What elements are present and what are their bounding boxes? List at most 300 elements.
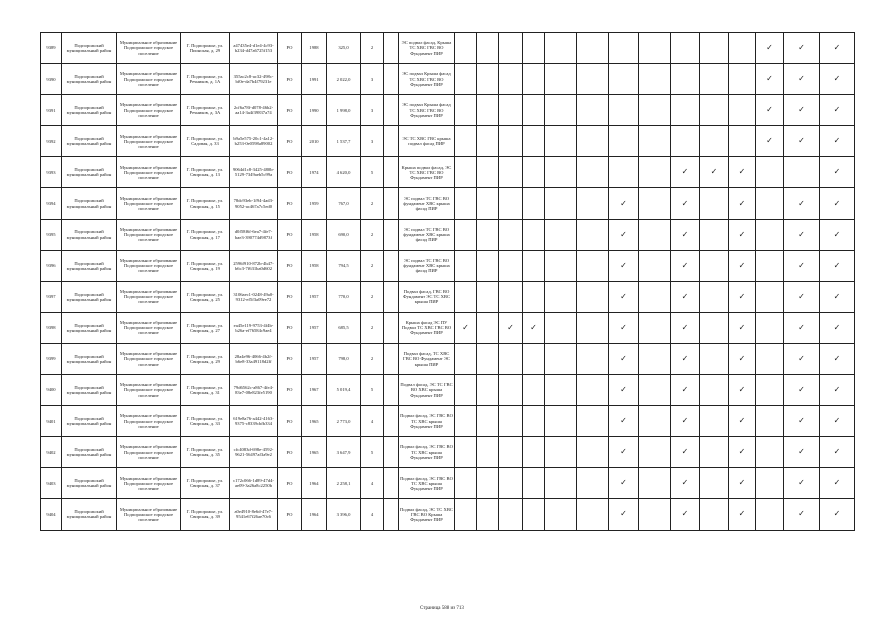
checkmark-icon: ✓ [833,509,841,519]
ownership-cell: РО [278,95,302,126]
empty-cell [384,188,399,219]
works-list-cell: ЭС подвал ТС ГВС ВО фундамент ХВС крыша фасад ПИР [399,219,455,250]
guid-cell: cfc4083d-698e-4592-9621-56497af3a9e2 [230,437,278,468]
area-cell: 2 258,1 [327,468,361,499]
work-type-check-cell [729,126,756,157]
work-type-check-cell [671,126,700,157]
work-type-check-cell [756,157,784,188]
checkmark-icon: ✓ [833,353,841,363]
work-type-check-cell [609,219,639,250]
work-type-check-cell [820,219,855,250]
row-number-cell: 9404 [41,499,62,530]
work-type-check-cell [756,33,784,64]
work-type-check-cell [639,126,671,157]
work-type-check-cell [700,95,729,126]
work-type-check-cell [577,406,609,437]
work-type-check-cell [577,157,609,188]
work-type-check-cell [523,188,545,219]
address-cell: Г. Подпорожье, ул. Свирская, д. 35 [181,437,230,468]
district-cell: Подпорожский муниципальный район [62,343,117,374]
work-type-check-cell [577,126,609,157]
work-type-check-cell [545,499,577,530]
row-number-cell: 9394 [41,188,62,219]
guid-cell: ea45e119-9753-4f4b-b26a-ef76584c9ae4 [230,312,278,343]
table-row [41,343,855,374]
works-list-cell: ЭС подвал Крыша фасад ТС ХВС ГВС ВО Фундамент ПИР [399,64,455,95]
housing-register-table [40,32,855,531]
checkmark-icon: ✓ [833,447,841,457]
work-type-check-cell [639,499,671,530]
district-cell: Подпорожский муниципальный район [62,312,117,343]
checkmark-icon: ✓ [833,136,841,146]
table-row [41,406,855,437]
work-type-check-cell [577,250,609,281]
district-cell: Подпорожский муниципальный район [62,33,117,64]
checkmark-icon: ✓ [798,229,805,239]
checkmark-icon: ✓ [462,322,469,332]
work-type-check-cell [784,126,820,157]
work-type-check-cell [477,437,499,468]
work-type-check-cell [671,219,700,250]
floors-cell: 5 [361,375,384,406]
work-type-check-cell [523,312,545,343]
address-cell: Г. Подпорожье, ул. Пионская, д. 29 [181,33,230,64]
area-cell: 770,0 [327,281,361,312]
works-list-cell: Подвал фасад, ТС ХВС ГВС ВО Фундамент ЭС крыша ПИР [399,343,455,374]
checkmark-icon: ✓ [833,229,841,239]
work-type-check-cell [820,468,855,499]
table-row [41,312,855,343]
address-cell: Г. Подпорожье, ул. Свирская, д. 33 [181,406,230,437]
ownership-cell: РО [278,126,302,157]
checkmark-icon: ✓ [833,198,841,208]
year-cell: 1964 [302,499,327,530]
empty-cell [384,281,399,312]
work-type-check-cell [523,375,545,406]
works-list-cell: Подвал фасад, ГВС ВО Фундамент ЭС ТС ХВС крыша ПИР [399,281,455,312]
work-type-check-cell [639,250,671,281]
guid-cell: 79d6562c-a867-4fe4-83e7-08e823fe5190 [230,375,278,406]
work-type-check-cell [545,343,577,374]
floors-cell: 4 [361,406,384,437]
work-type-check-cell [577,468,609,499]
checkmark-icon: ✓ [620,322,627,332]
area-cell: 3 396,0 [327,499,361,530]
checkmark-icon: ✓ [681,229,689,239]
work-type-check-cell [455,250,477,281]
work-type-check-cell [784,312,820,343]
work-type-check-cell [455,126,477,157]
work-type-check-cell [523,64,545,95]
checkmark-icon: ✓ [738,509,746,519]
checkmark-icon: ✓ [833,167,841,177]
work-type-check-cell [639,343,671,374]
checkmark-icon: ✓ [620,509,627,519]
work-type-check-cell [545,375,577,406]
work-type-check-cell [820,406,855,437]
floors-cell: 2 [361,281,384,312]
checkmark-icon: ✓ [620,291,627,301]
work-type-check-cell [729,375,756,406]
guid-cell: 3106aec1-0248-49a0-9312-ef5f3a09ee72 [230,281,278,312]
guid-cell: 28a4e96-4066-4b2f-b6e8-33a49118d2ff [230,343,278,374]
work-type-check-cell [784,95,820,126]
works-list-cell: Крыша подвал фасад, ЭС ТС ХВС ГВС ВО Фундамент ПИР [399,157,455,188]
work-type-check-cell [671,375,700,406]
work-type-check-cell [756,499,784,530]
work-type-check-cell [477,157,499,188]
work-type-check-cell [639,33,671,64]
empty-cell [384,312,399,343]
work-type-check-cell [784,437,820,468]
work-type-check-cell [729,343,756,374]
work-type-check-cell [609,499,639,530]
municipality-cell: Муниципальное образование Подпорожское городское поселение [117,126,181,157]
work-type-check-cell [545,157,577,188]
row-number-cell: 9391 [41,95,62,126]
guid-cell: c172c066-1d89-47d4-ae09-3a26a8c2250b [230,468,278,499]
work-type-check-cell [671,281,700,312]
checkmark-icon: ✓ [798,509,805,519]
ownership-cell: РО [278,468,302,499]
guid-cell: 619e8a76-a442-4163-9375-c8339cbfb334 [230,406,278,437]
checkmark-icon: ✓ [798,198,805,208]
area-cell: 2 022,0 [327,64,361,95]
checkmark-icon: ✓ [798,416,805,426]
checkmark-icon: ✓ [681,447,689,457]
address-cell: Г. Подпорожье, ул. Садовая, д. 33 [181,126,230,157]
municipality-cell: Муниципальное образование Подпорожское городское поселение [117,281,181,312]
work-type-check-cell [499,95,523,126]
row-number-cell: 9396 [41,250,62,281]
area-cell: 1 537,7 [327,126,361,157]
checkmark-icon: ✓ [620,385,627,395]
work-type-check-cell [729,157,756,188]
checkmark-icon: ✓ [681,478,689,488]
work-type-check-cell [700,64,729,95]
row-number-cell: 9403 [41,468,62,499]
work-type-check-cell [671,406,700,437]
work-type-check-cell [455,437,477,468]
area-cell: 685,5 [327,312,361,343]
table-row [41,250,855,281]
table-row [41,157,855,188]
checkmark-icon: ✓ [798,322,805,332]
row-number-cell: 9400 [41,375,62,406]
work-type-check-cell [545,312,577,343]
work-type-check-cell [499,188,523,219]
work-type-check-cell [639,375,671,406]
floors-cell: 3 [361,95,384,126]
work-type-check-cell [756,126,784,157]
work-type-check-cell [455,406,477,437]
work-type-check-cell [729,64,756,95]
works-list-cell: ЭС ТС ХВС ГВС крыша подвал фасад ПИР [399,126,455,157]
address-cell: Г. Подпорожье, ул. Свирская, д. 15 [181,188,230,219]
work-type-check-cell [820,437,855,468]
work-type-check-cell [639,406,671,437]
work-type-check-cell [639,312,671,343]
work-type-check-cell [820,95,855,126]
work-type-check-cell [729,406,756,437]
address-cell: Г. Подпорожье, ул. Свирская, д. 17 [181,219,230,250]
floors-cell: 3 [361,64,384,95]
municipality-cell: Муниципальное образование Подпорожское городское поселение [117,499,181,530]
ownership-cell: РО [278,499,302,530]
work-type-check-cell [609,188,639,219]
empty-cell [384,157,399,188]
checkmark-icon: ✓ [798,478,805,488]
work-type-check-cell [455,375,477,406]
work-type-check-cell [729,312,756,343]
checkmark-icon: ✓ [738,229,746,239]
district-cell: Подпорожский муниципальный район [62,499,117,530]
municipality-cell: Муниципальное образование Подпорожское городское поселение [117,33,181,64]
checkmark-icon: ✓ [766,136,773,146]
work-type-check-cell [700,437,729,468]
municipality-cell: Муниципальное образование Подпорожское городское поселение [117,375,181,406]
work-type-check-cell [455,33,477,64]
work-type-check-cell [756,343,784,374]
works-list-cell: ЭС подвал ТС ГВС ВО фундамент ХВС крыша фасад ПИР [399,250,455,281]
floors-cell: 4 [361,468,384,499]
area-cell: 690,0 [327,219,361,250]
work-type-check-cell [700,499,729,530]
work-type-check-cell [639,157,671,188]
work-type-check-cell [784,375,820,406]
work-type-check-cell [545,250,577,281]
row-number-cell: 9401 [41,406,62,437]
checkmark-icon: ✓ [798,260,805,270]
floors-cell: 3 [361,126,384,157]
table-row [41,95,855,126]
checkmark-icon: ✓ [798,291,805,301]
guid-cell: a0e4910-8e6d-47e7-9541e67f26ae70c6 [230,499,278,530]
year-cell: 1965 [302,406,327,437]
work-type-check-cell [609,406,639,437]
checkmark-icon: ✓ [681,167,689,177]
work-type-check-cell [477,281,499,312]
work-type-check-cell [784,188,820,219]
work-type-check-cell [700,250,729,281]
work-type-check-cell [523,95,545,126]
work-type-check-cell [639,219,671,250]
work-type-check-cell [477,126,499,157]
work-type-check-cell [499,437,523,468]
work-type-check-cell [577,95,609,126]
work-type-check-cell [756,64,784,95]
work-type-check-cell [820,126,855,157]
work-type-check-cell [545,126,577,157]
year-cell: 1967 [302,375,327,406]
work-type-check-cell [455,312,477,343]
address-cell: Г. Подпорожье, ул. Свирская, д. 31 [181,375,230,406]
checkmark-icon: ✓ [620,260,627,270]
row-number-cell: 9399 [41,343,62,374]
table-row [41,468,855,499]
empty-cell [384,95,399,126]
work-type-check-cell [671,468,700,499]
checkmark-icon: ✓ [681,385,689,395]
year-cell: 1957 [302,343,327,374]
work-type-check-cell [756,437,784,468]
municipality-cell: Муниципальное образование Подпорожское городское поселение [117,468,181,499]
area-cell: 5 019,4 [327,375,361,406]
work-type-check-cell [700,312,729,343]
work-type-check-cell [577,188,609,219]
work-type-check-cell [523,499,545,530]
work-type-check-cell [577,281,609,312]
empty-cell [384,343,399,374]
area-cell: 767,0 [327,188,361,219]
work-type-check-cell [477,188,499,219]
district-cell: Подпорожский муниципальный район [62,157,117,188]
checkmark-icon: ✓ [798,136,805,146]
work-type-check-cell [639,95,671,126]
checkmark-icon: ✓ [738,353,746,363]
empty-cell [384,406,399,437]
checkmark-icon: ✓ [833,385,841,395]
checkmark-icon: ✓ [738,167,746,177]
work-type-check-cell [671,437,700,468]
work-type-check-cell [499,375,523,406]
area-cell: 794,5 [327,250,361,281]
checkmark-icon: ✓ [530,322,537,332]
table-row [41,281,855,312]
work-type-check-cell [477,375,499,406]
checkmark-icon: ✓ [710,167,718,177]
municipality-cell: Муниципальное образование Подпорожское городское поселение [117,64,181,95]
work-type-check-cell [455,157,477,188]
checkmark-icon: ✓ [798,43,805,53]
ownership-cell: РО [278,64,302,95]
work-type-check-cell [499,219,523,250]
work-type-check-cell [609,126,639,157]
work-type-check-cell [455,468,477,499]
guid-cell: 78dc93eb-1f94-4ad3-9052-ac467a7c5ed0 [230,188,278,219]
municipality-cell: Муниципальное образование Подпорожское городское поселение [117,250,181,281]
area-cell: 4 620,0 [327,157,361,188]
work-type-check-cell [577,343,609,374]
checkmark-icon: ✓ [833,260,841,270]
work-type-check-cell [671,64,700,95]
work-type-check-cell [820,64,855,95]
guid-cell: 9064d1c8-3425-480b-5129-7349aeb5c99a [230,157,278,188]
work-type-check-cell [639,64,671,95]
address-cell: Г. Подпорожье, ул. Речников, д. 1А [181,64,230,95]
work-type-check-cell [545,468,577,499]
work-type-check-cell [477,468,499,499]
area-cell: 1 998,0 [327,95,361,126]
district-cell: Подпорожский муниципальный район [62,406,117,437]
work-type-check-cell [609,343,639,374]
row-number-cell: 9390 [41,64,62,95]
district-cell: Подпорожский муниципальный район [62,250,117,281]
area-cell: 3 647,9 [327,437,361,468]
row-number-cell: 9402 [41,437,62,468]
empty-cell [384,64,399,95]
work-type-check-cell [523,343,545,374]
work-type-check-cell [499,343,523,374]
empty-cell [384,499,399,530]
checkmark-icon: ✓ [738,260,746,270]
works-list-cell: Крыша фасад ЭС ПУ Подвал ТС ХВС ГВС ВО Фундамент ПИР [399,312,455,343]
ownership-cell: РО [278,375,302,406]
work-type-check-cell [784,250,820,281]
area-cell: 798,0 [327,343,361,374]
checkmark-icon: ✓ [766,105,773,115]
work-type-check-cell [523,250,545,281]
empty-cell [384,375,399,406]
row-number-cell: 9392 [41,126,62,157]
work-type-check-cell [820,312,855,343]
work-type-check-cell [545,95,577,126]
district-cell: Подпорожский муниципальный район [62,281,117,312]
work-type-check-cell [609,64,639,95]
work-type-check-cell [477,406,499,437]
work-type-check-cell [477,33,499,64]
work-type-check-cell [756,95,784,126]
work-type-check-cell [700,157,729,188]
table-row [41,64,855,95]
table-row [41,219,855,250]
page-number-footer: Страница 588 из 713 [420,606,464,611]
table-row [41,188,855,219]
work-type-check-cell [729,250,756,281]
work-type-check-cell [477,219,499,250]
checkmark-icon: ✓ [507,322,514,332]
district-cell: Подпорожский муниципальный район [62,468,117,499]
empty-cell [384,126,399,157]
work-type-check-cell [756,312,784,343]
work-type-check-cell [609,437,639,468]
empty-cell [384,33,399,64]
work-type-check-cell [671,157,700,188]
work-type-check-cell [729,188,756,219]
work-type-check-cell [545,437,577,468]
address-cell: Г. Подпорожье, ул. Свирская, д. 27 [181,312,230,343]
work-type-check-cell [700,468,729,499]
district-cell: Подпорожский муниципальный район [62,188,117,219]
work-type-check-cell [477,95,499,126]
district-cell: Подпорожский муниципальный район [62,219,117,250]
work-type-check-cell [820,281,855,312]
work-type-check-cell [477,64,499,95]
work-type-check-cell [609,312,639,343]
checkmark-icon: ✓ [738,198,746,208]
year-cell: 1957 [302,281,327,312]
year-cell: 1974 [302,157,327,188]
work-type-check-cell [820,343,855,374]
work-type-check-cell [639,468,671,499]
table-row [41,375,855,406]
work-type-check-cell [545,406,577,437]
ownership-cell: РО [278,312,302,343]
work-type-check-cell [700,343,729,374]
year-cell: 1958 [302,219,327,250]
work-type-check-cell [700,219,729,250]
checkmark-icon: ✓ [681,416,689,426]
guid-cell: a47435e4-d1e4-4c93-b234-d47a6725f153 [230,33,278,64]
work-type-check-cell [545,33,577,64]
work-type-check-cell [477,312,499,343]
work-type-check-cell [784,281,820,312]
work-type-check-cell [577,64,609,95]
checkmark-icon: ✓ [738,385,746,395]
work-type-check-cell [671,95,700,126]
work-type-check-cell [545,64,577,95]
table-row [41,499,855,530]
